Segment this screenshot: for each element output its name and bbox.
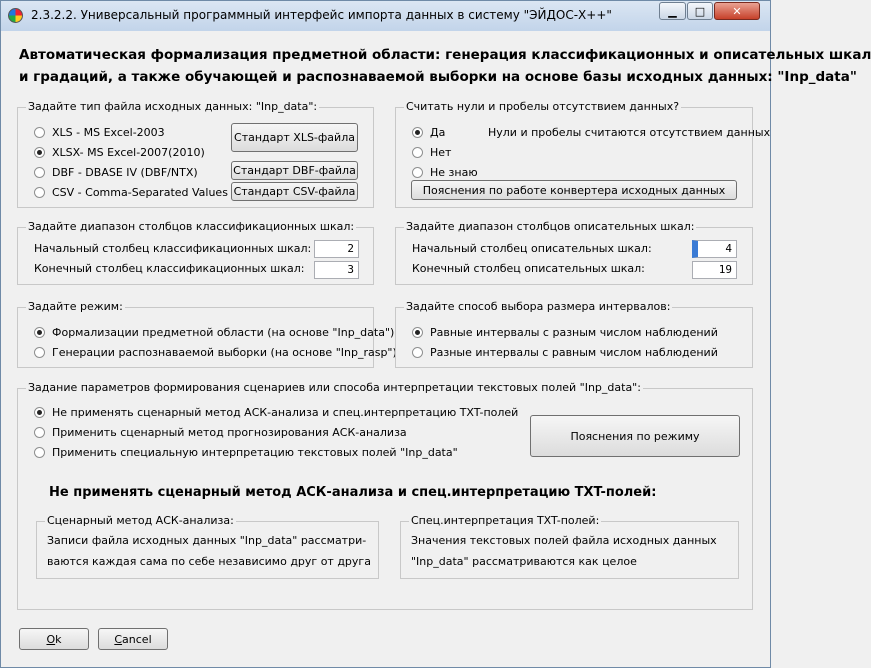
desc-range-group [395,220,753,285]
zeros-option-yes[interactable]: Да [412,126,445,139]
radio-icon[interactable] [34,167,45,178]
minimize-button[interactable] [659,2,686,20]
page-title-line1: Автоматическая формализация предметной области: генерация классификационных и описательных шкал [19,47,871,63]
page-title-line2: и градаций, а также обучающей и распознаваемой выборки на основе базы исходных данных: "Inp_data" [19,69,857,85]
filetype-option-xlsx[interactable]: XLSX- MS Excel-2007(2010) [34,146,205,159]
mode-group [17,300,397,368]
mode-option-generate[interactable]: Генерации распознаваемой выборки (на основе "Inp_rasp") [34,346,397,359]
mode-option-formalize[interactable]: Формализации предметной области (на основе "Inp_data") [34,326,394,339]
radio-selected-icon[interactable] [34,327,45,338]
interval-option-unequal[interactable]: Разные интервалы с равным числом наблюдений [412,346,718,359]
scenario-group-title: Задание параметров формирования сценариев или способа интерпретации текстовых полей "Inp_data": [28,381,641,394]
close-button[interactable] [714,2,760,20]
scenario-option-forecast[interactable]: Применить сценарный метод прогнозирования АСК-анализа [34,426,407,439]
scenario-option-none[interactable]: Не применять сценарный метод АСК-анализа и спец.интерпретацию TXT-полей [34,406,518,419]
filetype-group-title: Задайте тип файла исходных данных: "Inp_data": [28,100,318,113]
txt-interpretation-line2: "Inp_data" рассматриваются как целое [411,555,637,568]
desc-range-group-title: Задайте диапазон столбцов описательных шкал: [406,220,695,233]
radio-icon[interactable] [34,347,45,358]
class-end-input[interactable]: 3 [314,261,359,279]
scenario-method-title: Сценарный метод АСК-анализа: [47,514,234,527]
scenario-method-line2: ваются каждая сама по себе независимо друг от друга [47,555,371,568]
page-title [19,44,871,88]
dbf-standard-button[interactable]: Стандарт DBF-файла [231,161,358,180]
mode-group-title: Задайте режим: [28,300,123,313]
filetype-option-csv[interactable]: CSV - Comma-Separated Values [34,186,228,199]
mode-help-button[interactable]: Пояснения по режиму [530,415,740,457]
radio-icon[interactable] [412,347,423,358]
filetype-group [17,100,374,208]
zeros-group [395,100,771,208]
txt-interpretation-line1: Значения текстовых полей файла исходных данных [411,534,717,547]
desc-end-label: Конечный столбец описательных шкал: [412,262,645,275]
filetype-option-xls[interactable]: XLS - MS Excel-2003 [34,126,165,139]
class-start-label: Начальный столбец классификационных шкал: [34,242,312,255]
scenario-method-line1: Записи файла исходных данных "Inp_data" рассматри- [47,534,367,547]
desc-end-input[interactable]: 19 [692,261,737,279]
zeros-option-no[interactable]: Нет [412,146,451,159]
class-range-group-title: Задайте диапазон столбцов классификационных шкал: [28,220,355,233]
window-title: 2.3.2.2. Универсальный программный интерфейс импорта данных в систему "ЭЙДОС-X++" [31,8,612,22]
ok-button[interactable]: O k [19,628,89,650]
dialog-client [7,31,871,661]
radio-selected-icon[interactable] [412,127,423,138]
txt-interpretation-title: Спец.интерпретация TXT-полей: [411,514,600,527]
radio-icon[interactable] [412,147,423,158]
close-icon: ✕ [732,4,742,18]
scenario-option-text[interactable]: Применить специальную интерпретацию текстовых полей "Inp_data" [34,446,458,459]
zeros-group-title: Считать нули и пробелы отсутствием данных? [406,100,680,113]
desc-start-input[interactable]: 4 [692,240,737,258]
desc-start-label: Начальный столбец описательных шкал: [412,242,652,255]
converter-help-button[interactable]: Пояснения по работе конвертера исходных данных [411,180,737,200]
title-bar[interactable] [1,1,770,31]
radio-selected-icon[interactable] [34,147,45,158]
zeros-note: Нули и пробелы считаются отсутствием данных [488,126,771,139]
class-start-input[interactable]: 2 [314,240,359,258]
interval-option-equal[interactable]: Равные интервалы с разным числом наблюдений [412,326,718,339]
xls-standard-button[interactable]: Стандарт XLS-файла [231,123,358,152]
radio-icon[interactable] [412,167,423,178]
maximize-icon: □ [694,4,706,18]
radio-icon[interactable] [34,447,45,458]
interval-group-title: Задайте способ выбора размера интервалов: [406,300,671,313]
scenario-current-heading: Не применять сценарный метод АСК-анализа и спец.интерпретацию TXT-полей: [49,485,657,500]
scenario-method-box [36,514,379,579]
class-end-label: Конечный столбец классификационных шкал: [34,262,305,275]
radio-icon[interactable] [34,427,45,438]
radio-selected-icon[interactable] [34,407,45,418]
radio-icon[interactable] [34,127,45,138]
cancel-button[interactable]: C ancel [98,628,168,650]
app-icon [8,8,23,23]
txt-interpretation-box [400,514,739,579]
interval-group [395,300,753,368]
radio-icon[interactable] [34,187,45,198]
zeros-option-unknown[interactable]: Не знаю [412,166,478,179]
maximize-button[interactable] [687,2,713,20]
class-range-group [17,220,374,285]
radio-selected-icon[interactable] [412,327,423,338]
minimize-icon: ▁ [668,4,677,18]
filetype-option-dbf[interactable]: DBF - DBASE IV (DBF/NTX) [34,166,198,179]
csv-standard-button[interactable]: Стандарт CSV-файла [231,182,358,201]
